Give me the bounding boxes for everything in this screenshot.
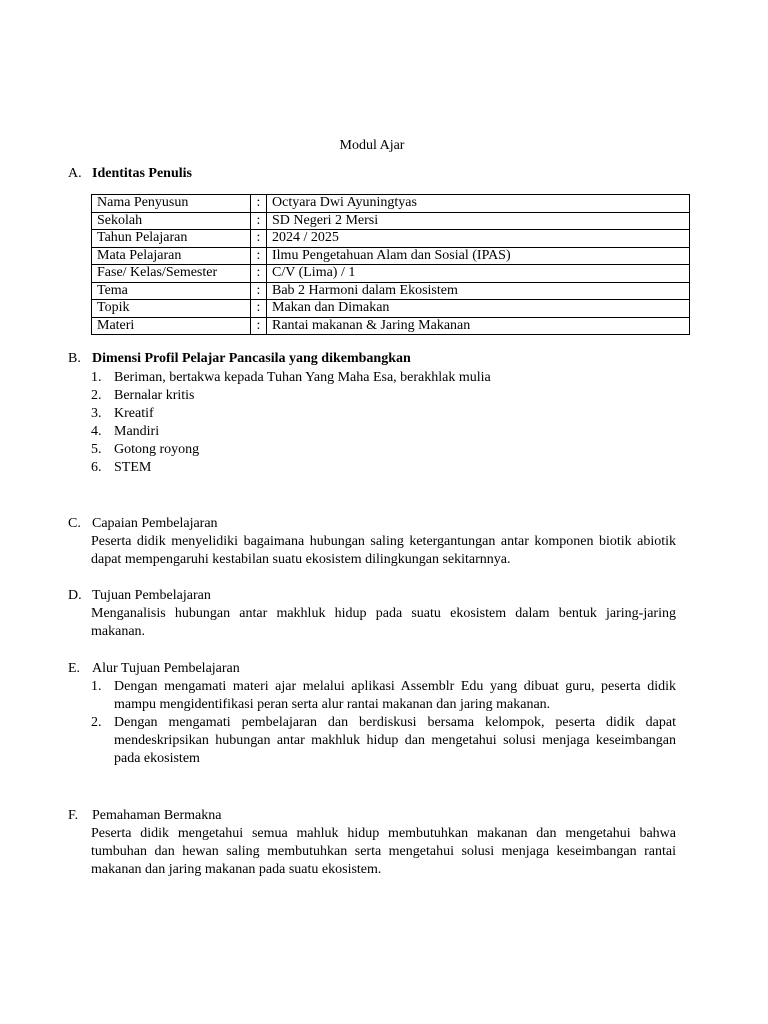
profile-dimension-item-number: 6.	[91, 460, 102, 475]
section-f-body: Peserta didik mengetahui semua mahluk hidup membutuhkan makanan dan mengetahui bahwa tumbuhan dan hewan saling membutuhkan serta mengetahui solusi menjaga keseimbangan rantai makanan dan jaring makanan pada suatu ekosistem.	[91, 826, 676, 877]
profile-dimension-item-number: 3.	[91, 406, 102, 421]
learning-flow-item	[91, 714, 676, 768]
identity-value: C/V (Lima) / 1	[267, 265, 690, 283]
document-title: Modul Ajar	[339, 138, 405, 153]
section-e-heading	[68, 660, 688, 678]
identity-value: SD Negeri 2 Mersi	[267, 212, 690, 230]
profile-dimension-item-text: STEM	[114, 460, 152, 475]
identity-label: Mata Pelajaran	[92, 247, 251, 265]
section-c-letter: C.	[68, 516, 81, 531]
section-c-body: Peserta didik menyelidiki bagaimana hubungan saling ketergantungan antar komponen biotik abiotik dapat mempengaruhi kestabilan suatu ekosistem dilingkungan sekitarnnya.	[91, 534, 676, 567]
section-e-letter: E.	[68, 661, 81, 676]
identity-label: Tahun Pelajaran	[92, 230, 251, 248]
identity-value: Octyara Dwi Ayuningtyas	[267, 195, 690, 213]
learning-flow-item-text: Dengan mengamati pembelajaran dan berdiskusi bersama kelompok, peserta didik dapat mendeskripsikan hubungan antar makhluk hidup dan mengetahui solusi menjaga keseimbangan pada ekosistem	[114, 715, 676, 766]
profile-dimension-item	[91, 405, 676, 423]
identity-value: Ilmu Pengetahuan Alam dan Sosial (IPAS)	[267, 247, 690, 265]
profile-dimension-item	[91, 423, 676, 441]
identity-row	[92, 300, 690, 318]
identity-label: Topik	[92, 300, 251, 318]
identity-separator: :	[251, 265, 267, 283]
identity-value: 2024 / 2025	[267, 230, 690, 248]
section-b-heading	[68, 350, 688, 368]
identity-row	[92, 317, 690, 335]
section-c-title: Capaian Pembelajaran	[92, 516, 218, 531]
profile-dimension-item-number: 5.	[91, 442, 102, 457]
identity-separator: :	[251, 230, 267, 248]
identity-row	[92, 247, 690, 265]
profile-dimension-item	[91, 441, 676, 459]
identity-separator: :	[251, 212, 267, 230]
section-d-body: Menganalisis hubungan antar makhluk hidup pada suatu ekosistem dalam bentuk jaring-jaring makanan.	[91, 606, 676, 639]
learning-flow-item-text: Dengan mengamati materi ajar melalui aplikasi Assemblr Edu yang dibuat guru, peserta didik mampu mengidentifikasi peran serta alur rantai makanan dan jaring makanan.	[114, 679, 676, 712]
identity-separator: :	[251, 195, 267, 213]
identity-label: Tema	[92, 282, 251, 300]
profile-dimension-item-number: 4.	[91, 424, 102, 439]
profile-dimension-item-text: Beriman, bertakwa kepada Tuhan Yang Maha Esa, berakhlak mulia	[114, 370, 491, 385]
identity-separator: :	[251, 300, 267, 318]
identity-separator: :	[251, 317, 267, 335]
profile-dimension-item	[91, 369, 676, 387]
identity-label: Materi	[92, 317, 251, 335]
profile-dimension-item	[91, 459, 676, 477]
identity-row	[92, 195, 690, 213]
profile-dimension-item-number: 1.	[91, 370, 102, 385]
profile-dimension-list	[91, 369, 676, 477]
section-c-heading	[68, 515, 688, 533]
identity-table	[91, 194, 690, 335]
section-b-letter: B.	[68, 351, 81, 366]
section-a-heading	[68, 165, 688, 183]
profile-dimension-item-text: Kreatif	[114, 406, 154, 421]
identity-label: Nama Penyusun	[92, 195, 251, 213]
identity-value: Makan dan Dimakan	[267, 300, 690, 318]
learning-flow-list	[91, 678, 676, 768]
learning-flow-item	[91, 678, 676, 714]
identity-row	[92, 230, 690, 248]
identity-label: Fase/ Kelas/Semester	[92, 265, 251, 283]
profile-dimension-item-text: Mandiri	[114, 424, 160, 439]
identity-separator: :	[251, 247, 267, 265]
identity-label: Sekolah	[92, 212, 251, 230]
section-f-title: Pemahaman Bermakna	[92, 808, 222, 823]
section-d-title: Tujuan Pembelajaran	[92, 588, 211, 603]
section-d-heading	[68, 587, 688, 605]
identity-separator: :	[251, 282, 267, 300]
profile-dimension-item-text: Gotong royong	[114, 442, 200, 457]
section-a-letter: A.	[68, 166, 82, 181]
identity-row	[92, 282, 690, 300]
section-a-title: Identitas Penulis	[92, 166, 192, 181]
section-f-heading	[68, 807, 688, 825]
profile-dimension-item-number: 2.	[91, 388, 102, 403]
section-d-letter: D.	[68, 588, 82, 603]
profile-dimension-item	[91, 387, 676, 405]
identity-value: Rantai makanan & Jaring Makanan	[267, 317, 690, 335]
section-b-title: Dimensi Profil Pelajar Pancasila yang dikembangkan	[92, 351, 411, 366]
learning-flow-item-number: 2.	[91, 715, 102, 730]
section-f-letter: F.	[68, 808, 79, 823]
section-e-title: Alur Tujuan Pembelajaran	[92, 661, 240, 676]
learning-flow-item-number: 1.	[91, 679, 102, 694]
profile-dimension-item-text: Bernalar kritis	[114, 388, 195, 403]
identity-row	[92, 212, 690, 230]
identity-row	[92, 265, 690, 283]
identity-value: Bab 2 Harmoni dalam Ekosistem	[267, 282, 690, 300]
